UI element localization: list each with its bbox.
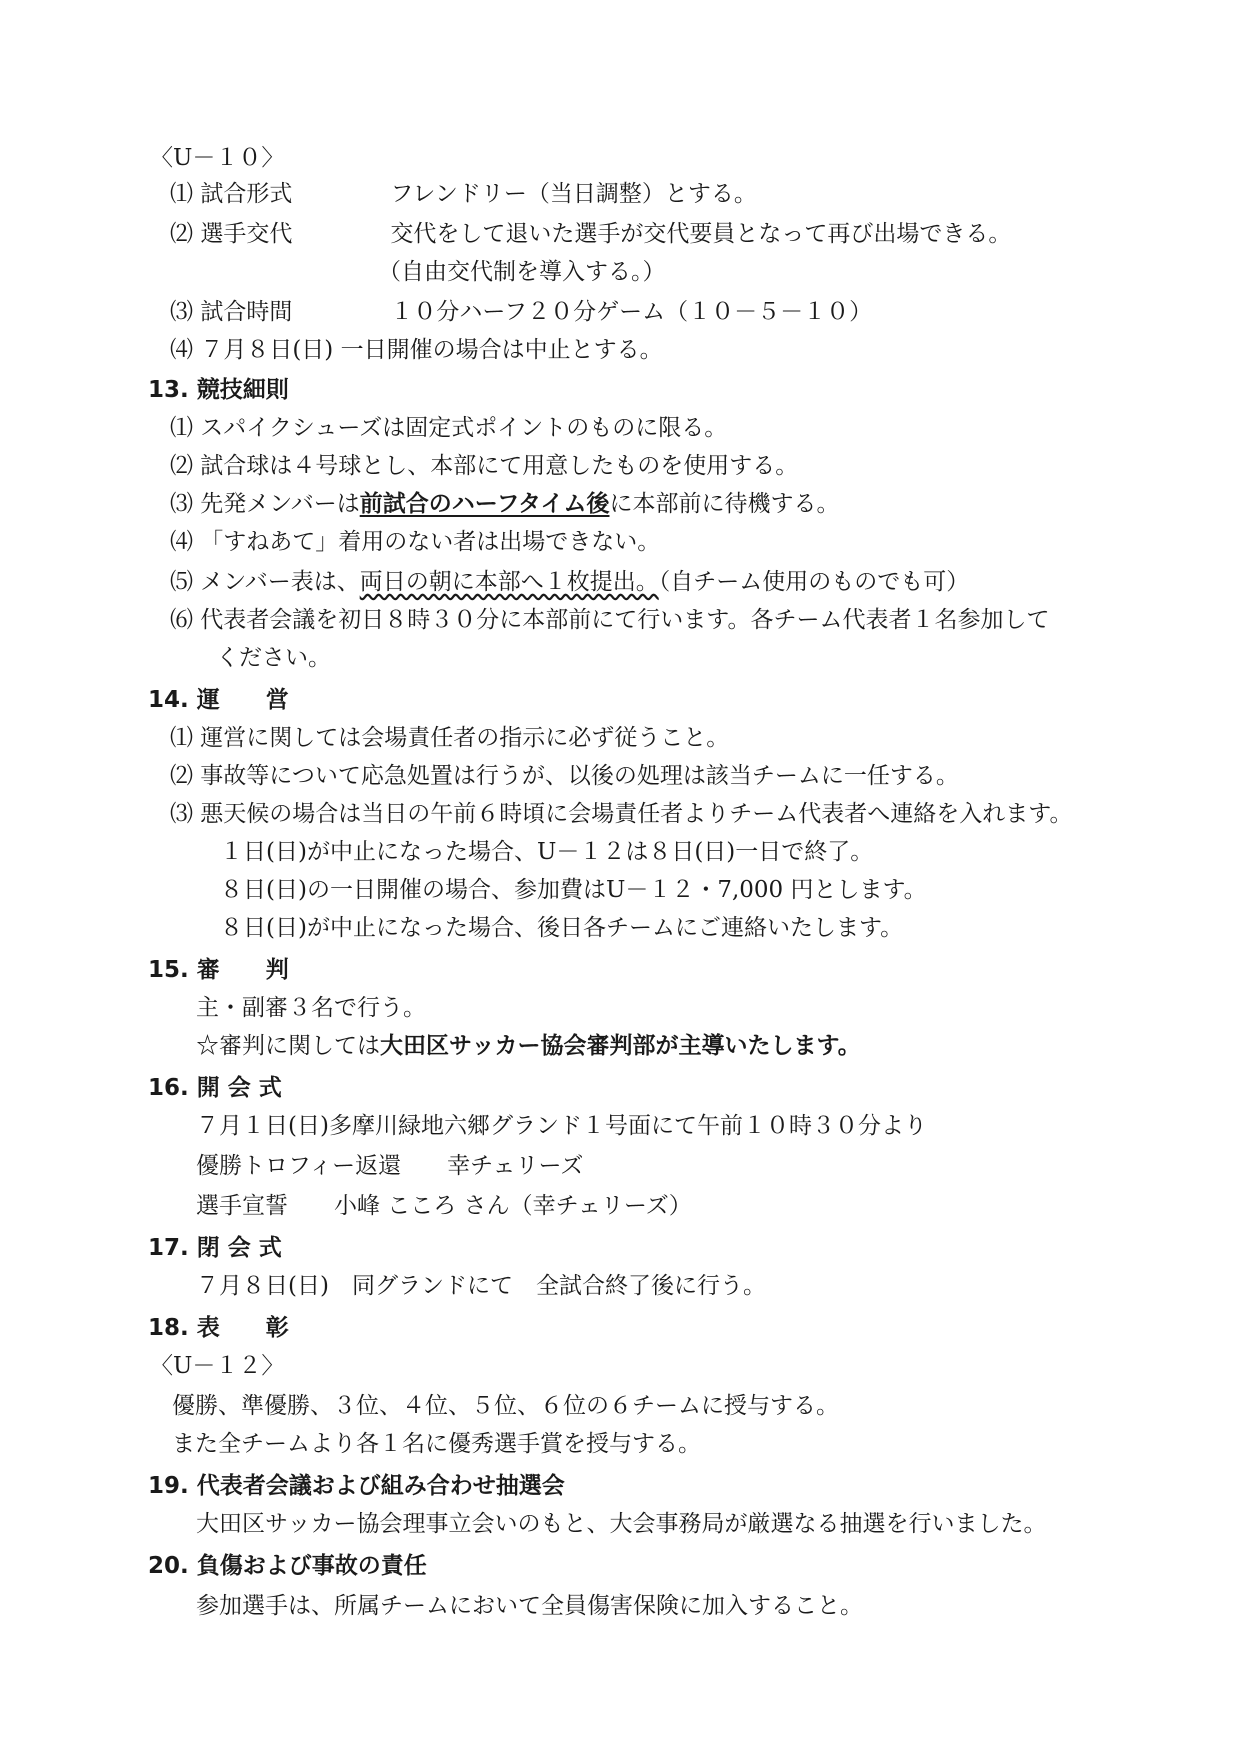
s16-line-2: 優勝トロフィー返還 幸チェリーズ [196, 1153, 584, 1179]
section-20-title: 20. 負傷および事故の責任 [148, 1553, 427, 1579]
u10-item-cancel [170, 334, 663, 366]
s19-line-1: 大田区サッカー協会理事立会いのもと、大会事務局が厳選なる抽選を行いました。 [196, 1511, 1047, 1537]
s15-line-1: 主・副審３名で行う。 [196, 995, 426, 1021]
u10-header: 〈U－１０〉 [150, 145, 285, 171]
s15-line-2 [196, 1030, 861, 1062]
text-suffix: （自チーム使用のものでも可） [658, 569, 970, 595]
s13-item-2: ⑵ 試合球は４号球とし、本部にて用意したものを使用する。 [170, 453, 799, 479]
item-number: ⑶ [170, 299, 193, 325]
item-number: ⑵ [170, 221, 193, 247]
item-label: 試合形式 [200, 181, 293, 207]
section-13-title: 13. 競技細則 [148, 377, 289, 403]
s14-item-3: ⑶ 悪天候の場合は当日の午前６時頃に会場責任者よりチーム代表者へ連絡を入れます。 [170, 801, 1073, 827]
item-number: ⑴ [170, 181, 193, 207]
s14-item-2: ⑵ 事故等について応急処置は行うが、以後の処理は該当チームに一任する。 [170, 763, 959, 789]
item-value: 交代をして退いた選手が交代要員となって再び出場できる。 [390, 221, 1012, 247]
emphasis-text: 大田区サッカー協会審判部が主導いたします。 [380, 1033, 861, 1059]
section-19-title: 19. 代表者会議および組み合わせ抽選会 [148, 1473, 565, 1499]
item-value: １０分ハーフ２０分ゲーム（１０－５－１０） [390, 299, 873, 325]
section-16-title: 16. 開 会 式 [148, 1075, 282, 1101]
text-prefix: ⑶ 先発メンバーは [170, 491, 360, 517]
s16-line-3: 選手宣誓 小峰 こころ さん（幸チェリーズ） [196, 1193, 692, 1219]
s13-item-4: ⑷ 「すねあて」着用のない者は出場できない。 [170, 529, 661, 555]
s16-line-1: ７月１日(日)多摩川緑地六郷グランド１号面にて午前１０時３０分より [196, 1113, 927, 1139]
s14-note-1: １日(日)が中止になった場合、U－１２は８日(日)一日で終了。 [220, 839, 874, 865]
s13-item-6-line-1: ⑹ 代表者会議を初日８時３０分に本部前にて行います。各チーム代表者１名参加して [170, 607, 1050, 633]
s13-item-3 [170, 488, 839, 520]
item-text: ７月８日(日) 一日開催の場合は中止とする。 [200, 337, 663, 363]
s18-subheader: 〈U－１２〉 [150, 1353, 285, 1379]
s18-line-2: また全チームより各１名に優秀選手賞を授与する。 [172, 1431, 701, 1457]
text-prefix: ☆審判に関しては [196, 1033, 380, 1059]
emphasis-text: 両日の朝に本部へ１枚提出。 [359, 569, 659, 595]
text-suffix: に本部前に待機する。 [609, 491, 840, 517]
s14-note-3: ８日(日)が中止になった場合、後日各チームにご連絡いたします。 [220, 915, 904, 941]
section-15-title: 15. 審 判 [148, 957, 289, 983]
item-label: 試合時間 [200, 299, 293, 325]
u10-item-substitution [170, 218, 1011, 250]
u10-substitution-note: （自由交代制を導入する。） [378, 259, 666, 285]
s13-item-6-line-2: ください。 [216, 645, 331, 671]
s14-note-2: ８日(日)の一日開催の場合、参加費はU－１２・7,000 円とします。 [220, 877, 927, 903]
s13-item-5 [170, 566, 969, 598]
item-label: 選手交代 [200, 221, 293, 247]
emphasis-text: 前試合のハーフタイム後 [359, 491, 610, 517]
text-prefix: ⑸ メンバー表は、 [170, 569, 360, 595]
s18-line-1: 優勝、準優勝、３位、４位、５位、６位の６チームに授与する。 [172, 1393, 839, 1419]
item-number: ⑷ [170, 337, 193, 363]
u10-item-match-format [170, 178, 757, 210]
section-18-title: 18. 表 彰 [148, 1315, 289, 1341]
section-17-title: 17. 閉 会 式 [148, 1235, 282, 1261]
s17-line-1: ７月８日(日) 同グランドにて 全試合終了後に行う。 [196, 1273, 766, 1299]
item-value: フレンドリー（当日調整）とする。 [390, 181, 757, 207]
section-14-title: 14. 運 営 [148, 687, 289, 713]
s13-item-1: ⑴ スパイクシューズは固定式ポイントのものに限る。 [170, 415, 728, 441]
u10-item-match-time [170, 296, 872, 328]
s14-item-1: ⑴ 運営に関しては会場責任者の指示に必ず従うこと。 [170, 725, 730, 751]
s20-line-1: 参加選手は、所属チームにおいて全員傷害保険に加入すること。 [196, 1593, 863, 1619]
